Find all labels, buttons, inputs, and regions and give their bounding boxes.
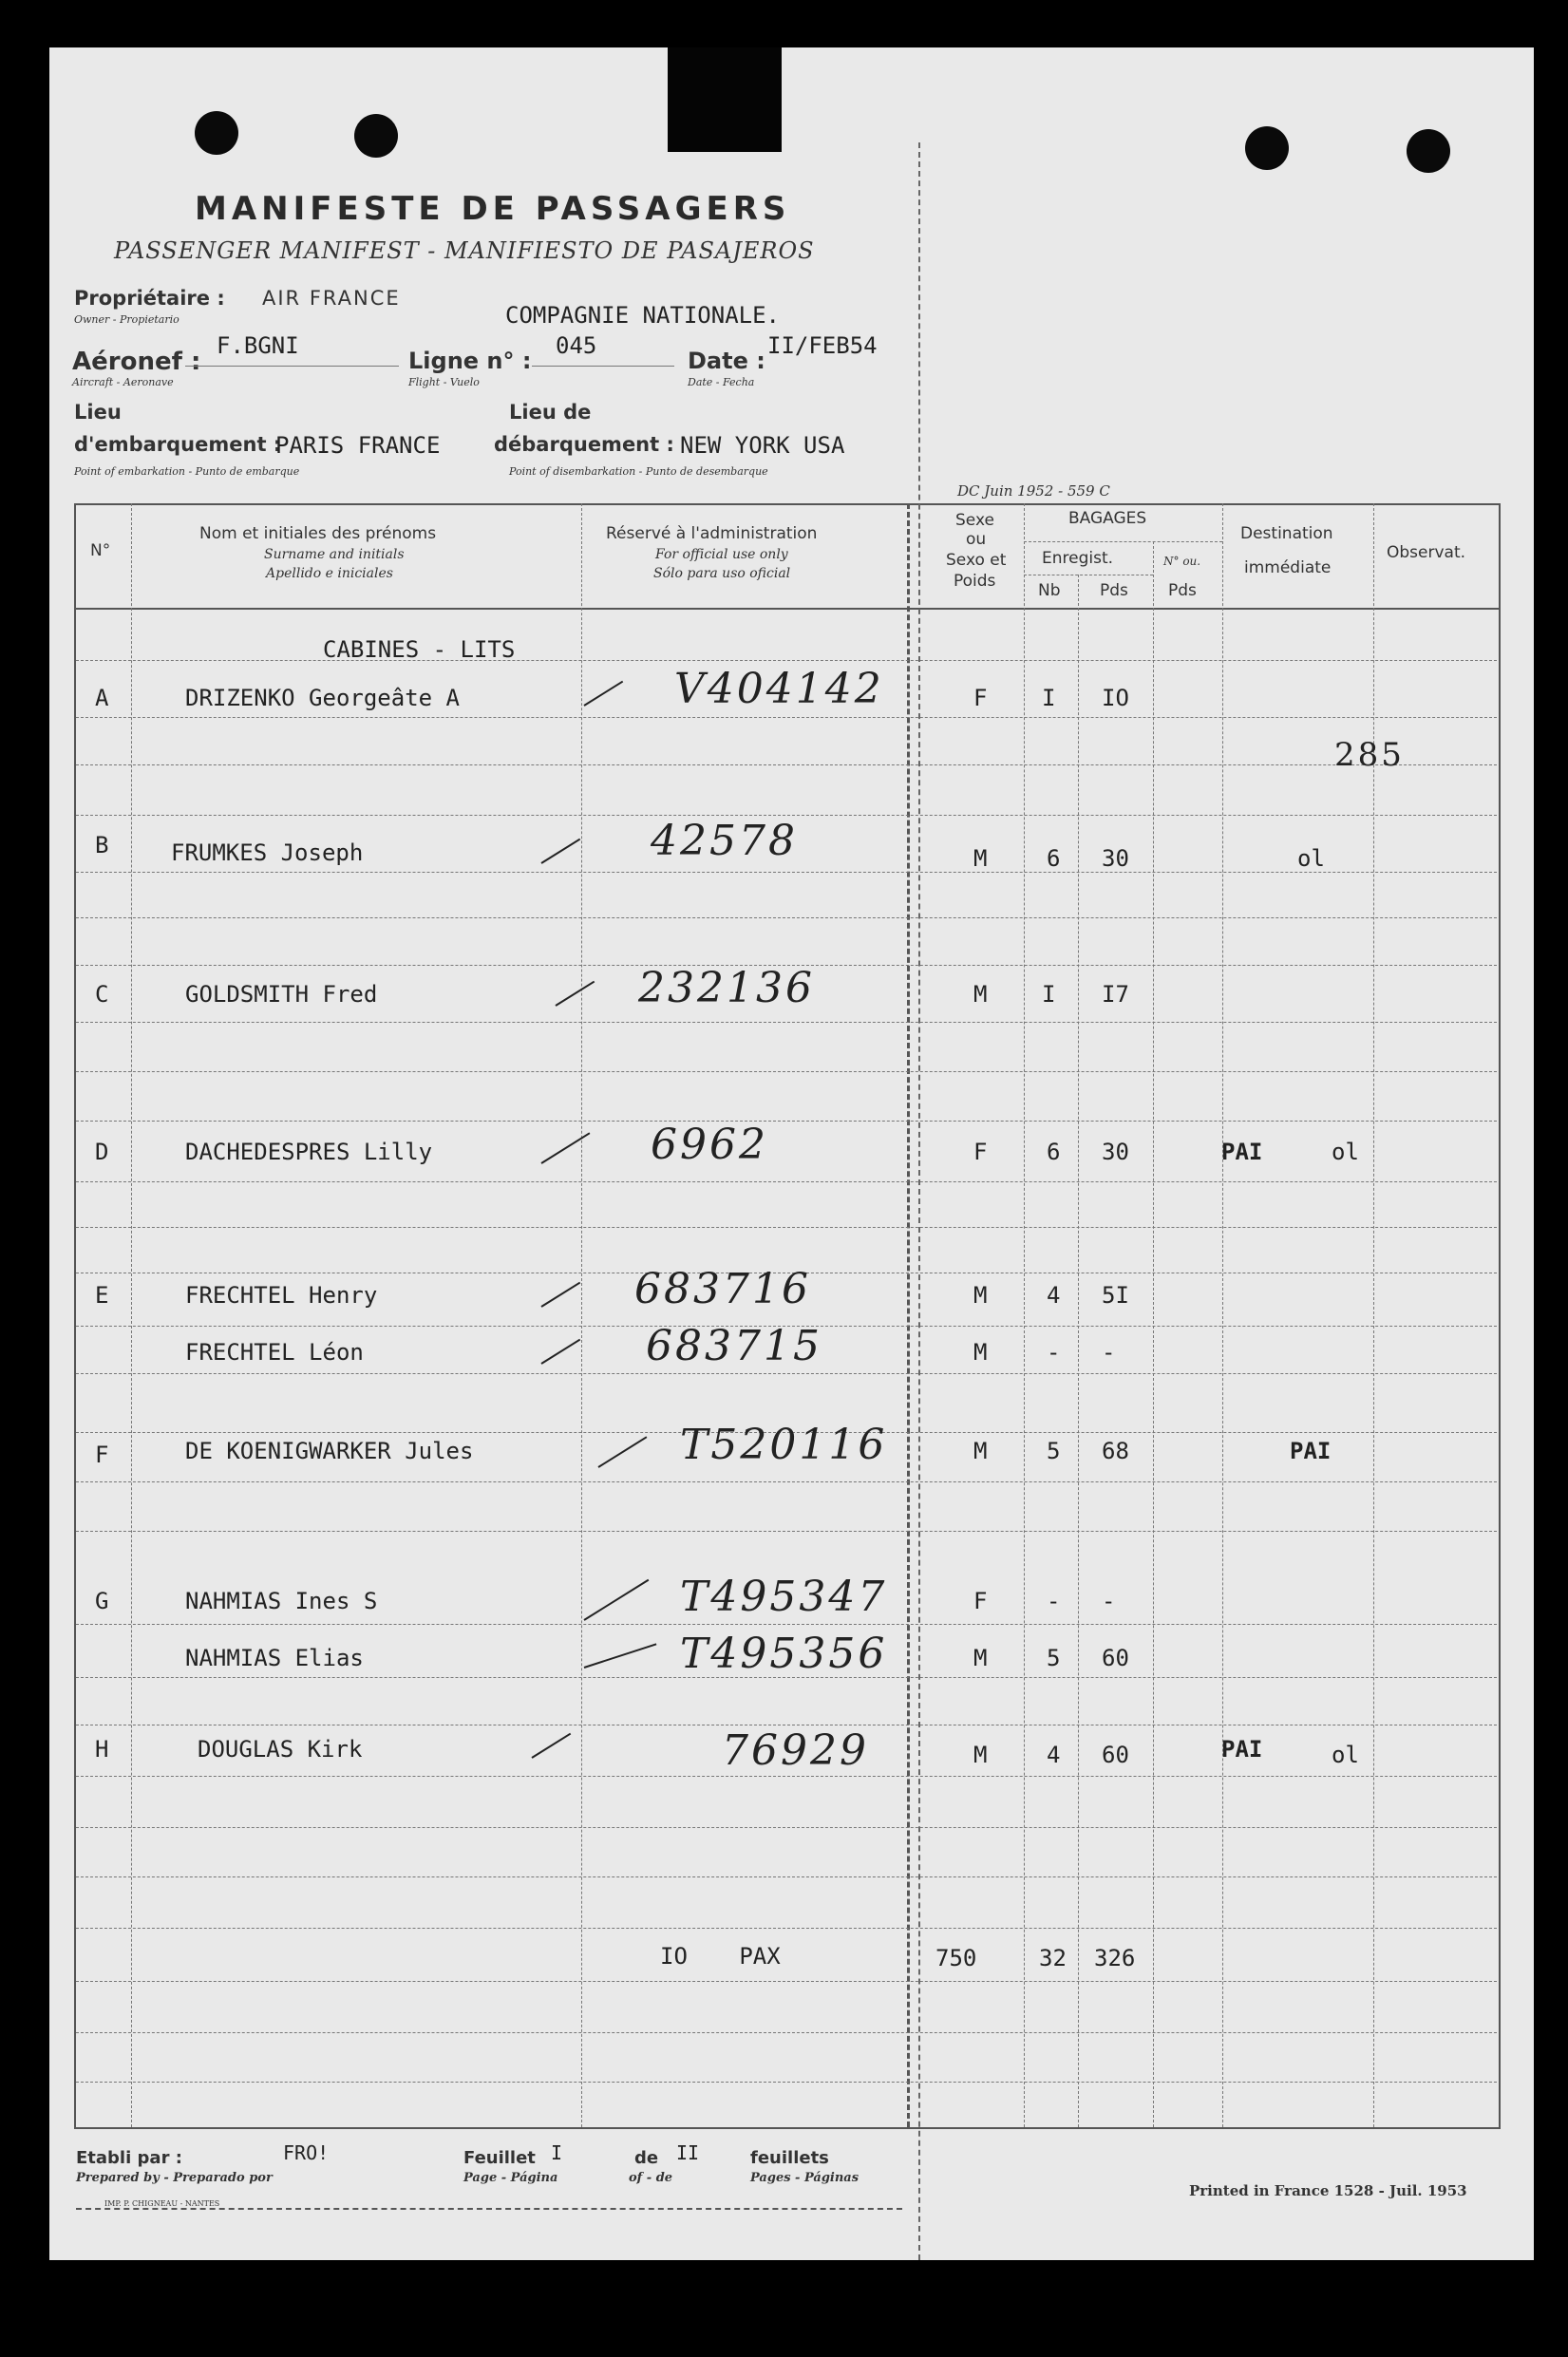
row-line (76, 1928, 1497, 1929)
official-number: T495347 (680, 1573, 888, 1621)
passenger-name: GOLDSMITH Fred (185, 981, 378, 1008)
col-sep (1222, 503, 1223, 2127)
col-baggage: BAGAGES (1068, 509, 1147, 528)
col-pds: Pds (1100, 581, 1128, 600)
binder-tab (668, 47, 782, 152)
embark-label-1: Lieu (74, 401, 122, 424)
row-no: A (95, 685, 109, 711)
row-line (76, 1227, 1497, 1228)
sex: M (973, 1339, 988, 1366)
date-sub: Date - Fecha (688, 376, 755, 388)
total-nb: 32 (1039, 1945, 1067, 1971)
punch-hole (1245, 126, 1289, 170)
row-line (76, 1121, 1497, 1122)
of-label: de (634, 2148, 659, 2168)
baggage-nb: - (1047, 1588, 1061, 1614)
row-line (76, 1776, 1497, 1777)
sex: F (973, 1588, 988, 1614)
row-line (76, 1181, 1497, 1182)
embark-label-2: d'embarquement : (74, 433, 282, 456)
section-label: CABINES - LITS (323, 636, 516, 663)
table-right-border (1499, 503, 1501, 2129)
embark-sub: Point of embarkation - Punto de embarque (74, 465, 300, 478)
row-line (76, 917, 1497, 918)
col-official-es: Sólo para uso oficial (653, 566, 791, 581)
sex: M (973, 1438, 988, 1464)
row-line (76, 2032, 1497, 2033)
total-pds: 326 (1094, 1945, 1136, 1971)
sheet-sub: Page - Página (463, 2171, 558, 2185)
col-destination-2: immédiate (1244, 558, 1332, 577)
perforation-line (918, 142, 920, 2260)
destination: PAI (1290, 1438, 1332, 1464)
passenger-name: FRECHTEL Léon (185, 1339, 364, 1366)
footer-rule (76, 2208, 902, 2210)
baggage-nb: 5 (1047, 1438, 1061, 1464)
owner-sub: Owner - Propietario (74, 313, 179, 326)
official-number: 76929 (722, 1726, 869, 1775)
baggage-pds: 30 (1102, 845, 1129, 872)
passenger-name: DOUGLAS Kirk (198, 1736, 363, 1763)
baggage-sub-border (1024, 541, 1222, 542)
row-line (76, 660, 1497, 661)
table-header-border (74, 608, 1499, 610)
sex: M (973, 1742, 988, 1768)
flight-value: 045 (556, 332, 597, 359)
sex: F (973, 685, 988, 711)
baggage-nb: 6 (1047, 1139, 1061, 1165)
baggage-pds: 60 (1102, 1742, 1129, 1768)
row-line (76, 1531, 1497, 1532)
handwritten-number: 285 (1334, 736, 1405, 774)
col-no: N° (90, 541, 111, 560)
row-line (76, 872, 1497, 873)
row-no: C (95, 981, 109, 1008)
total-weight: 750 (935, 1945, 977, 1971)
col-name-fr: Nom et initiales des prénoms (199, 524, 437, 543)
company-value: COMPAGNIE NATIONALE. (505, 302, 780, 329)
disembark-value: NEW YORK USA (680, 432, 845, 459)
col-sep (1153, 541, 1154, 2127)
baggage-nb: - (1047, 1339, 1061, 1366)
manifest-subtitle: PASSENGER MANIFEST - MANIFIESTO DE PASAJEROS (114, 237, 815, 264)
total-pax: IO PAX (660, 1943, 781, 1970)
row-line (76, 764, 1497, 765)
col-sep (131, 503, 132, 2127)
col-destination-1: Destination (1240, 524, 1333, 543)
destination: PAI (1221, 1736, 1263, 1763)
official-number: 42578 (651, 817, 798, 865)
col-sep (1078, 575, 1079, 2127)
passenger-name: NAHMIAS Ines S (185, 1588, 378, 1614)
passenger-name: FRECHTEL Henry (185, 1282, 378, 1309)
passenger-name: FRUMKES Joseph (171, 839, 364, 866)
aircraft-sub: Aircraft - Aeronave (72, 376, 174, 388)
col-official-en: For official use only (655, 547, 788, 562)
row-no: D (95, 1139, 109, 1165)
observation: ol (1297, 845, 1325, 872)
baggage-nb: 4 (1047, 1742, 1061, 1768)
baggage-nb: 6 (1047, 845, 1061, 872)
official-number: 232136 (638, 964, 815, 1012)
col-sex-2: ou (966, 530, 987, 549)
col-observations: Observat. (1387, 543, 1466, 562)
sheet-label: Feuillet (463, 2148, 536, 2168)
row-no: E (95, 1282, 109, 1309)
of-sub: of - de (629, 2171, 673, 2185)
sex: F (973, 1139, 988, 1165)
passenger-name: DRIZENKO Georgeâte A (185, 685, 460, 711)
official-number: 683716 (634, 1265, 811, 1313)
printer-credit: IMP. P. CHIGNEAU - NANTES (104, 2199, 220, 2208)
baggage-pds: - (1102, 1588, 1116, 1614)
aircraft-label: Aéronef : (72, 348, 201, 376)
col-name-en: Surname and initials (264, 547, 405, 562)
of-value: II (676, 2141, 700, 2164)
disembark-sub: Point of disembarkation - Punto de desembarque (509, 465, 768, 478)
sex: M (973, 1282, 988, 1309)
official-number: T495356 (680, 1630, 888, 1678)
owner-label: Propriétaire : (74, 287, 225, 310)
sheets-sub: Pages - Páginas (750, 2171, 860, 2185)
passenger-name: DACHEDESPRES Lilly (185, 1139, 433, 1165)
table-left-border (74, 503, 76, 2129)
sex: M (973, 845, 988, 872)
row-no: B (95, 832, 109, 858)
row-line (76, 1827, 1497, 1828)
embark-value: PARIS FRANCE (275, 432, 441, 459)
row-line (76, 1624, 1497, 1625)
row-line (76, 1981, 1497, 1982)
observation: ol (1332, 1139, 1359, 1165)
baggage-nb: I (1042, 981, 1056, 1008)
flight-sub: Flight - Vuelo (408, 376, 480, 388)
flight-underline (532, 366, 674, 367)
col-unreg: N° ou. (1163, 555, 1201, 568)
col-official-fr: Réservé à l'administration (606, 524, 818, 543)
passenger-name: DE KOENIGWARKER Jules (185, 1438, 474, 1464)
destination: PAI (1221, 1139, 1263, 1165)
row-line (76, 1876, 1497, 1877)
table-top-border (74, 503, 1499, 505)
aircraft-value: F.BGNI (217, 332, 299, 359)
col-unreg-pds: Pds (1168, 581, 1197, 600)
row-line (76, 1071, 1497, 1072)
table-bottom-border (74, 2127, 1499, 2129)
disembark-label-1: Lieu de (509, 401, 592, 424)
baggage-nb: 5 (1047, 1645, 1061, 1671)
prepared-label: Etabli par : (76, 2148, 182, 2168)
observation: ol (1332, 1742, 1359, 1768)
baggage-pds: 60 (1102, 1645, 1129, 1671)
date-value: II/FEB54 (767, 332, 878, 359)
official-number: V404142 (674, 665, 884, 713)
baggage-pds: I7 (1102, 981, 1129, 1008)
baggage-pds: 68 (1102, 1438, 1129, 1464)
aircraft-underline (185, 366, 399, 367)
disembark-label-2: débarquement : (494, 433, 674, 456)
form-code: DC Juin 1952 - 559 C (957, 482, 1110, 500)
sheets-label: feuillets (750, 2148, 829, 2168)
col-registered: Enregist. (1042, 549, 1114, 568)
prepared-value: FRO! (283, 2141, 330, 2164)
col-nb: Nb (1038, 581, 1061, 600)
baggage-pds: - (1102, 1339, 1116, 1366)
row-line (76, 1022, 1497, 1023)
punch-hole (1407, 129, 1450, 173)
official-number: 6962 (651, 1121, 768, 1169)
row-no: F (95, 1442, 109, 1468)
printed-info: Printed in France 1528 - Juil. 1953 (1189, 2182, 1467, 2199)
row-line (76, 815, 1497, 816)
punch-hole (354, 114, 398, 158)
baggage-pds: IO (1102, 685, 1129, 711)
official-number: T520116 (680, 1421, 888, 1469)
baggage-nb: 4 (1047, 1282, 1061, 1309)
prepared-sub: Prepared by - Preparado por (76, 2171, 273, 2185)
row-line (76, 1373, 1497, 1374)
baggage-nb: I (1042, 685, 1056, 711)
date-label: Date : (688, 348, 765, 374)
row-no: G (95, 1588, 109, 1614)
baggage-pds: 5I (1102, 1282, 1129, 1309)
sex: M (973, 981, 988, 1008)
col-name-es: Apellido e iniciales (266, 566, 393, 581)
row-line (76, 2082, 1497, 2083)
col-sep (581, 503, 582, 2127)
col-sex-4: Poids (954, 572, 996, 591)
perforation-line (907, 503, 910, 2127)
sex: M (973, 1645, 988, 1671)
owner-value: AIR FRANCE (262, 287, 401, 310)
col-sex-3: Sexo et (946, 551, 1007, 570)
baggage-pds: 30 (1102, 1139, 1129, 1165)
col-sep (1024, 503, 1025, 2127)
passenger-name: NAHMIAS Elias (185, 1645, 364, 1671)
sheet-value: I (551, 2141, 563, 2164)
row-line (76, 717, 1497, 718)
row-line (76, 1481, 1497, 1482)
punch-hole (195, 111, 238, 155)
manifest-title: MANIFESTE DE PASSAGERS (195, 190, 791, 228)
col-sex-1: Sexe (955, 511, 994, 530)
row-no: H (95, 1736, 109, 1763)
official-number: 683715 (646, 1322, 822, 1370)
flight-label: Ligne n° : (408, 348, 532, 374)
